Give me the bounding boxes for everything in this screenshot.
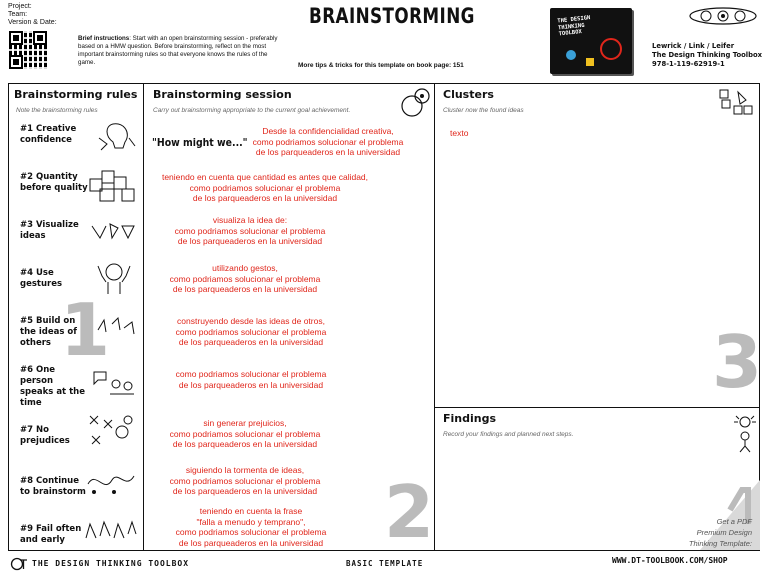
idea-note-7: sin generar prejuicios, como podriamos solucionar el problema de los parqueaderos en la universidad [169,418,321,449]
rule-3: #3 Visualize ideas [20,220,79,241]
idea-note-5: construyendo desde las ideas de otros, como podriamos solucionar el problema de los parqueaderos en la universidad [175,316,327,347]
book-cover-image [550,8,632,74]
idea-note-6: como podriamos solucionar el problema de los parqueaderos en la universidad [175,369,327,390]
clusters-subtitle: Cluster now the found ideas [443,107,524,114]
continue-storm-icon [84,466,138,496]
footer-shop-link[interactable]: WWW.DT-TOOLBOOK.COM/SHOP [612,556,728,565]
version-label: Version & Date: [8,19,57,26]
findings-title: Findings [443,412,497,425]
idea-note-1: Desde la confidencialidad creativa, como podriamos solucionar el problema de los parqueaderos en la universidad [252,126,404,157]
rule-7: #7 No prejudices [20,425,70,446]
idea-note-3: visualiza la idea de: como podriamos solucionar el problema de los parqueaderos en la universidad [174,215,326,246]
visualize-sketch-icon [88,220,138,244]
cluster-shapes-icon [718,88,756,118]
brainstorm-head-icon [398,86,432,120]
team-label: Team: [8,11,28,18]
boxes-stack-icon [86,165,138,205]
brief-text: : Start with an open brainstorming session - preferably based on a HMW question. Before brainstorming, reflect on the most important brainstorming rules so that everyone knows the rules of the game. [78,35,278,66]
rule-6: #6 One person speaks at the time [20,365,85,408]
clusters-step-number: 3 [712,320,763,404]
lightbulb-sketch-icon [95,118,139,156]
project-label: Project: [8,3,32,10]
rule-9: #9 Fail often and early [20,524,82,545]
premium-template-promo: Get a PDF Premium Design Thinking Template: [688,517,752,548]
book-isbn: 978-1-119-62919-1 [652,60,725,68]
dtt-footer-logo-icon [10,557,28,571]
book-authors: Lewrick / Link / Leifer [652,42,735,50]
dt-logo-icon [688,6,758,26]
session-step-number: 2 [384,470,435,554]
rule-2: #2 Quantity before quality [20,172,88,193]
rule-5: #5 Build on the ideas of others [20,316,77,348]
footer-brand: THE DESIGN THINKING TOOLBOX [32,559,190,568]
fail-often-icon [82,514,138,546]
qr-code [9,31,47,69]
idea-note-4: utilizando gestos, como podriamos solucionar el problema de los parqueaderos en la universidad [169,263,321,294]
idea-person-icon [734,414,756,454]
page-title: BRAINSTORMING [309,4,475,28]
brief-instructions [78,35,278,67]
session-subtitle: Carry out brainstorming appropriate to the current goal achievement. [153,107,351,114]
footer-template-label: BASIC TEMPLATE [346,559,424,568]
hmw-question: "How might we..." [152,136,248,149]
rule-8: #8 Continue to brainstorm [20,476,86,497]
book-name: The Design Thinking Toolbox [652,51,763,59]
idea-note-2: teniendo en cuenta que cantidad es antes que calidad, como podriamos solucionar el problema de los parqueaderos en la universidad [161,172,369,203]
findings-subtitle: Record your findings and planned next steps. [443,431,574,438]
book-tips: More tips & tricks for this template on book page: 151 [298,62,464,69]
session-title: Brainstorming session [153,88,292,101]
clusters-title: Clusters [443,88,494,101]
rules-title: Brainstorming rules [14,88,138,101]
idea-note-9: teniendo en cuenta la frase "falla a menudo y temprano", como podriamos solucionar el problema de los parqueaderos en la universidad [175,506,327,548]
cluster-note: texto [450,128,469,138]
rule-1: #1 Creative confidence [20,124,77,145]
book-cover-title: THE DESIGN THINKING TOOLBOX [557,15,591,38]
rules-step-number: 1 [60,288,111,372]
brief-bold: Brief instructions [78,35,130,42]
rule-4: #4 Use gestures [20,268,63,289]
idea-note-8: siguiendo la tormenta de ideas, como podriamos solucionar el problema de los parqueaderos en la universidad [169,465,321,496]
no-prejudice-icon [86,412,136,448]
rules-subtitle: Note the brainstorming rules [16,107,98,114]
